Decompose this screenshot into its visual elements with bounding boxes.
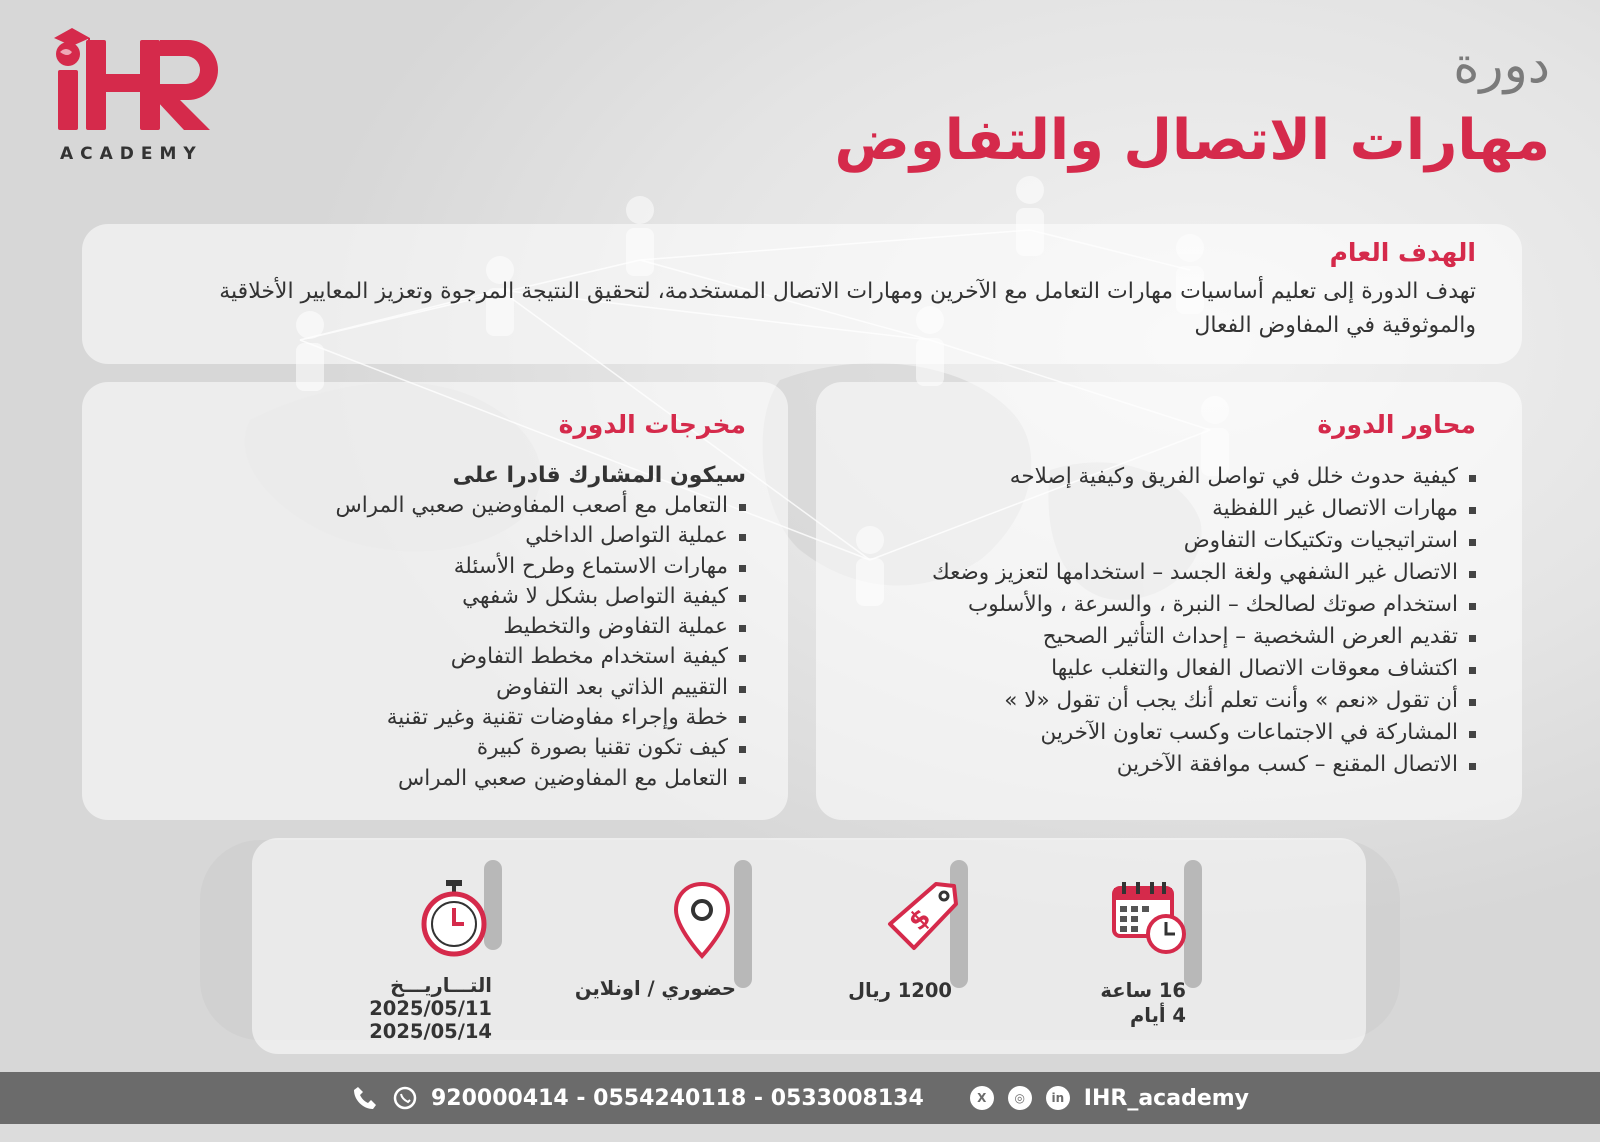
duration-info	[1100, 878, 1310, 1038]
list-item: استراتيجيات وتكتيكات التفاوض	[826, 525, 1476, 557]
bottom-strip	[0, 1124, 1600, 1142]
price-tag-icon	[876, 878, 960, 962]
goal-text: تهدف الدورة إلى تعليم أساسيات مهارات التعامل مع الآخرين ومهارات الاتصال المستخدمة، لتحقيق النتيجة المرجوة وتعزيز المعايير الأخلاقية والموثوقية في المفاوض الفعال	[219, 279, 1476, 338]
list-item: التعامل مع المفاوضين صعبي المراس	[92, 764, 746, 794]
instagram-icon[interactable]: ◎	[1008, 1086, 1032, 1110]
phone-numbers[interactable]: 920000414 - 0554240118 - 0533008134	[430, 1085, 924, 1111]
attendance-mode-info	[574, 878, 860, 1038]
social-handle[interactable]: IHR_academy	[1083, 1085, 1250, 1111]
list-item: كيفية استخدام مخطط التفاوض	[92, 642, 746, 672]
date-info	[369, 878, 618, 1043]
course-info-bar	[252, 838, 1366, 1054]
outcomes-list	[92, 491, 746, 794]
list-item: الاتصال غير الشفهي ولغة الجسد – استخدامها لتعزيز وضعك	[826, 557, 1476, 589]
x-icon[interactable]: X	[970, 1086, 994, 1110]
whatsapp-icon	[393, 1086, 417, 1110]
list-item: خطة وإجراء مفاوضات تقنية وغير تقنية	[92, 703, 746, 733]
list-item: التقييم الذاتي بعد التفاوض	[92, 673, 746, 703]
list-item: أن تقول «نعم » وأنت تعلم أنك يجب أن تقول «لا »	[826, 685, 1476, 717]
list-item: مهارات الاستماع وطرح الأسئلة	[92, 552, 746, 582]
duration-hours: 16 ساعة	[1100, 979, 1186, 1002]
axes-list	[826, 461, 1476, 781]
axes-heading: محاور الدورة	[1317, 410, 1476, 439]
outcomes-heading: مخرجات الدورة	[558, 410, 746, 439]
page-title: مهارات الاتصال والتفاوض	[834, 108, 1550, 173]
list-item: كيفية حدوث خلل في تواصل الفريق وكيفية إصلاحه	[826, 461, 1476, 493]
duration-days: 4 أيام	[1130, 1004, 1186, 1027]
list-item: عملية التواصل الداخلي	[92, 521, 746, 551]
course-label: دورة	[1453, 36, 1550, 94]
logo-academy-text: ACADEMY	[60, 144, 203, 164]
outcomes-panel	[82, 382, 788, 820]
list-item: اكتشاف معوقات الاتصال الفعال والتغلب عليها	[826, 653, 1476, 685]
date-text	[292, 974, 492, 1043]
list-item: تقديم العرض الشخصية – إحداث التأثير الصحيح	[826, 621, 1476, 653]
end-date: 2025/05/14	[369, 1020, 492, 1043]
list-item: كيفية التواصل بشكل لا شفهي	[92, 582, 746, 612]
list-item: كيف تكون تقنيا بصورة كبيرة	[92, 733, 746, 763]
price-text: 1200 ريال	[848, 979, 952, 1002]
ihr-academy-logo	[50, 26, 220, 166]
list-item: مهارات الاتصال غير اللفظية	[826, 493, 1476, 525]
list-item: المشاركة في الاجتماعات وكسب تعاون الآخرين	[826, 717, 1476, 749]
attendance-mode-text: حضوري / اونلاين	[574, 977, 736, 1000]
goal-heading: الهدف العام	[1329, 238, 1476, 267]
phone-icon	[351, 1084, 379, 1112]
calendar-clock-icon	[1110, 878, 1194, 962]
list-item: عملية التفاوض والتخطيط	[92, 612, 746, 642]
logo-mark	[50, 26, 220, 146]
date-label: التـــاريـــخ	[390, 974, 492, 997]
outcomes-lead: سيكون المشارك قادرا على	[452, 463, 746, 488]
list-item: الاتصال المقنع – كسب موافقة الآخرين	[826, 749, 1476, 781]
svg-text:$: $	[902, 902, 938, 938]
list-item: التعامل مع أصعب المفاوضين صعبي المراس	[92, 491, 746, 521]
location-pin-icon	[660, 878, 744, 962]
linkedin-icon[interactable]: in	[1046, 1086, 1070, 1110]
goal-panel	[82, 224, 1522, 364]
contact-footer	[0, 1072, 1600, 1124]
list-item: استخدام صوتك لصالحك – النبرة ، والسرعة ، والأسلوب	[826, 589, 1476, 621]
start-date: 2025/05/11	[369, 997, 492, 1020]
stopwatch-icon	[412, 878, 496, 962]
price-info	[848, 878, 1076, 1038]
axes-panel	[816, 382, 1522, 820]
